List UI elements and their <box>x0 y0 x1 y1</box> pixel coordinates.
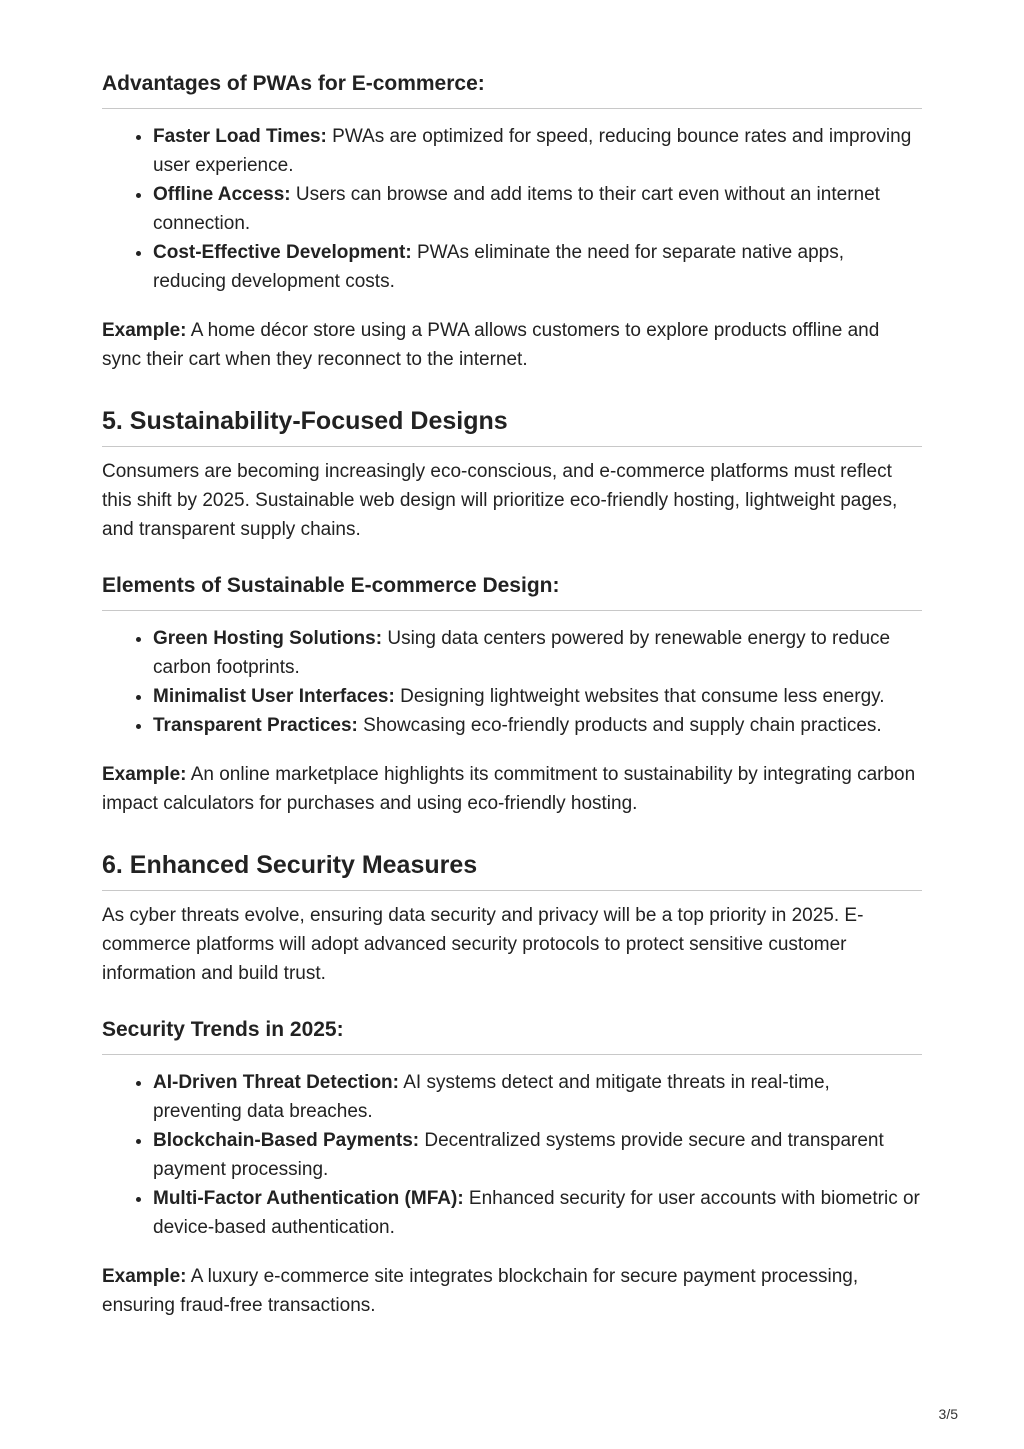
advantages-example <box>102 316 922 374</box>
list-item <box>153 122 922 180</box>
list-item-text: PWAs eliminate the need for separate native apps, reducing development costs. <box>153 242 844 292</box>
list-item-label: AI-Driven Threat Detection: <box>153 1072 399 1093</box>
section-6-intro: As cyber threats evolve, ensuring data security and privacy will be a top priority in 2025. E-commerce platforms will adopt advanced security protocols to protect sensitive customer information and build trust. <box>102 905 864 984</box>
section-6-example <box>102 1262 922 1320</box>
list-item <box>153 1068 922 1126</box>
example-label: Example: <box>102 764 187 785</box>
list-item <box>153 682 922 711</box>
example-text: A luxury e-commerce site integrates blockchain for secure payment processing, ensuring fraud-free transactions. <box>102 1266 859 1316</box>
list-item <box>153 180 922 238</box>
list-item-text: Showcasing eco-friendly products and supply chain practices. <box>357 715 882 736</box>
section-6-title: 6. Enhanced Security Measures <box>102 848 922 891</box>
list-item-text: Decentralized systems provide secure and transparent payment processing. <box>153 1130 884 1180</box>
list-item <box>153 1184 922 1242</box>
list-item <box>153 711 922 740</box>
section-6-list <box>102 1068 922 1242</box>
list-item-label: Faster Load Times: <box>153 126 327 147</box>
section-5-example <box>102 760 922 818</box>
section-5-title: 5. Sustainability-Focused Designs <box>102 404 922 447</box>
list-item-text: Users can browse and add items to their cart even without an internet connection. <box>153 184 880 234</box>
example-label: Example: <box>102 320 187 341</box>
document-page <box>102 70 922 1320</box>
list-item-label: Transparent Practices: <box>153 715 358 736</box>
list-item <box>153 1126 922 1184</box>
list-item-text: Enhanced security for user accounts with biometric or device-based authentication. <box>153 1188 920 1238</box>
list-item-label: Green Hosting Solutions: <box>153 628 383 649</box>
list-item-label: Blockchain-Based Payments: <box>153 1130 420 1151</box>
section-5-intro: Consumers are becoming increasingly eco-conscious, and e-commerce platforms must reflect this shift by 2025. Sustainable web design will prioritize eco-friendly hosting, lightweight pages, and transparent supply chains. <box>102 461 898 540</box>
example-text: A home décor store using a PWA allows customers to explore products offline and sync their cart when they reconnect to the internet. <box>102 320 880 370</box>
section-6-sub-heading: Security Trends in 2025: <box>102 1016 922 1055</box>
list-item <box>153 624 922 682</box>
list-item-label: Minimalist User Interfaces: <box>153 686 395 707</box>
list-item-text: PWAs are optimized for speed, reducing bounce rates and improving user experience. <box>153 126 912 176</box>
list-item-text: Using data centers powered by renewable energy to reduce carbon footprints. <box>153 628 891 678</box>
example-text: An online marketplace highlights its commitment to sustainability by integrating carbon impact calculators for purchases and using eco-friendly hosting. <box>102 764 916 814</box>
advantages-heading: Advantages of PWAs for E-commerce: <box>102 70 922 109</box>
list-item-text: AI systems detect and mitigate threats in real-time, preventing data breaches. <box>153 1072 830 1122</box>
page-number: 3/5 <box>938 1406 958 1422</box>
section-5-list <box>102 624 922 740</box>
list-item <box>153 238 922 296</box>
advantages-list <box>102 122 922 296</box>
list-item-text: Designing lightweight websites that consume less energy. <box>394 686 885 707</box>
section-5-sub-heading: Elements of Sustainable E-commerce Design: <box>102 572 922 611</box>
list-item-label: Multi-Factor Authentication (MFA): <box>153 1188 464 1209</box>
list-item-label: Cost-Effective Development: <box>153 242 412 263</box>
list-item-label: Offline Access: <box>153 184 291 205</box>
example-label: Example: <box>102 1266 187 1287</box>
